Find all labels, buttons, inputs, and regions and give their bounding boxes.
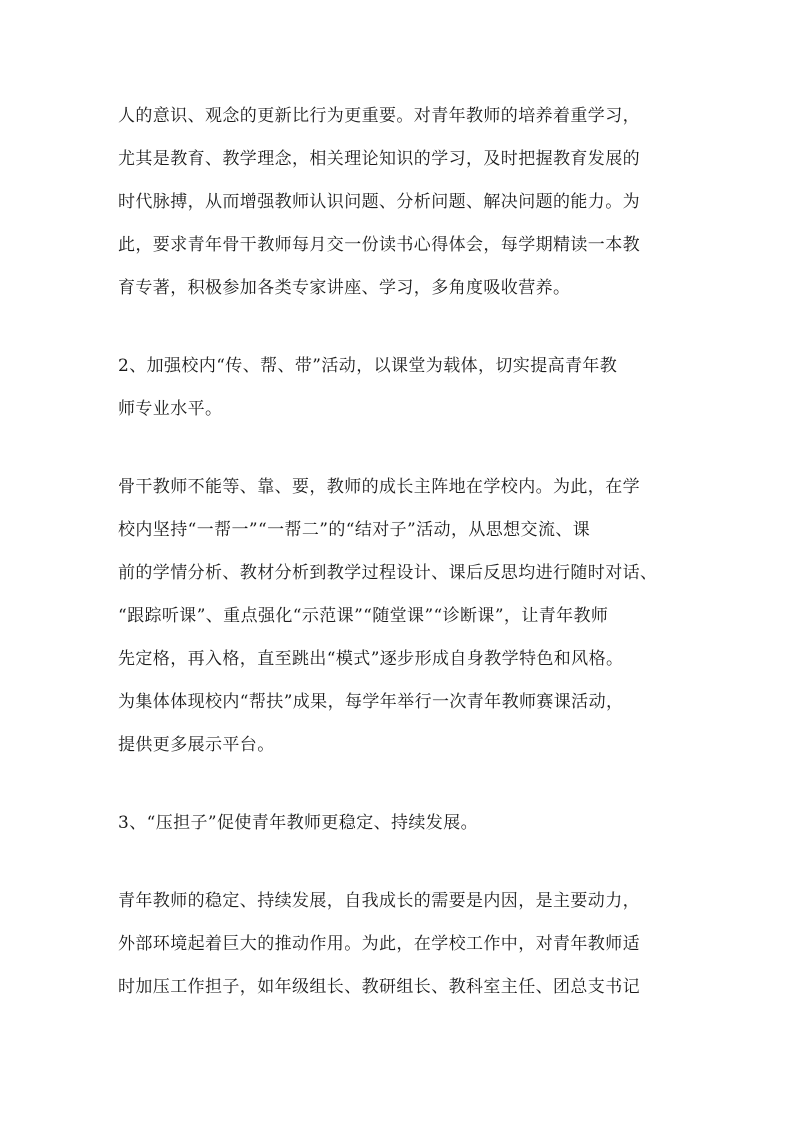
text-line: 外部环境起着巨大的推动作用。为此，在学校工作中，对青年教师适 xyxy=(118,934,640,954)
text-line: 前的学情分析、教材分析到教学过程设计、课后反思均进行随时对话、 xyxy=(118,563,658,583)
text-line: “跟踪听课”、重点强化“示范课”“随堂课”“诊断课”，让青年教师 xyxy=(118,606,609,626)
text-line: 时代脉搏，从而增强教师认识问题、分析问题、解决问题的能力。为 xyxy=(118,192,640,212)
section-heading-line: 师专业水平。 xyxy=(118,399,223,419)
text-line: 校内坚持“一帮一”“一帮二”的“结对子”活动，从思想交流、课 xyxy=(118,520,591,540)
section-heading-line: 2、加强校内“传、帮、带”活动，以课堂为载体，切实提高青年教 xyxy=(118,356,618,376)
text-line: 人的意识、观念的更新比行为更重要。对青年教师的培养着重学习， xyxy=(118,106,640,126)
text-line: 青年教师的稳定、持续发展，自我成长的需要是内因，是主要动力， xyxy=(118,891,640,911)
text-line: 骨干教师不能等、靠、要，教师的成长主阵地在学校内。为此，在学 xyxy=(118,477,640,497)
text-line: 为集体体现校内“帮扶”成果，每学年举行一次青年教师赛课活动， xyxy=(118,692,624,712)
text-line: 时加压工作担子，如年级组长、教研组长、教科室主任、团总支书记 xyxy=(118,977,640,997)
text-line: 先定格，再入格，直至跳出“模式”逐步形成自身教学特色和风格。 xyxy=(118,649,624,669)
text-line: 提供更多展示平台。 xyxy=(118,735,275,755)
text-line: 育专著，积极参加各类专家讲座、学习，多角度吸收营养。 xyxy=(118,278,571,298)
text-line: 尤其是教育、教学理念，相关理论知识的学习，及时把握教育发展的 xyxy=(118,149,640,169)
section-heading-line: 3、“压担子”促使青年教师更稳定、持续发展。 xyxy=(118,813,478,833)
text-line: 此，要求青年骨干教师每月交一份读书心得体会，每学期精读一本教 xyxy=(118,235,640,255)
